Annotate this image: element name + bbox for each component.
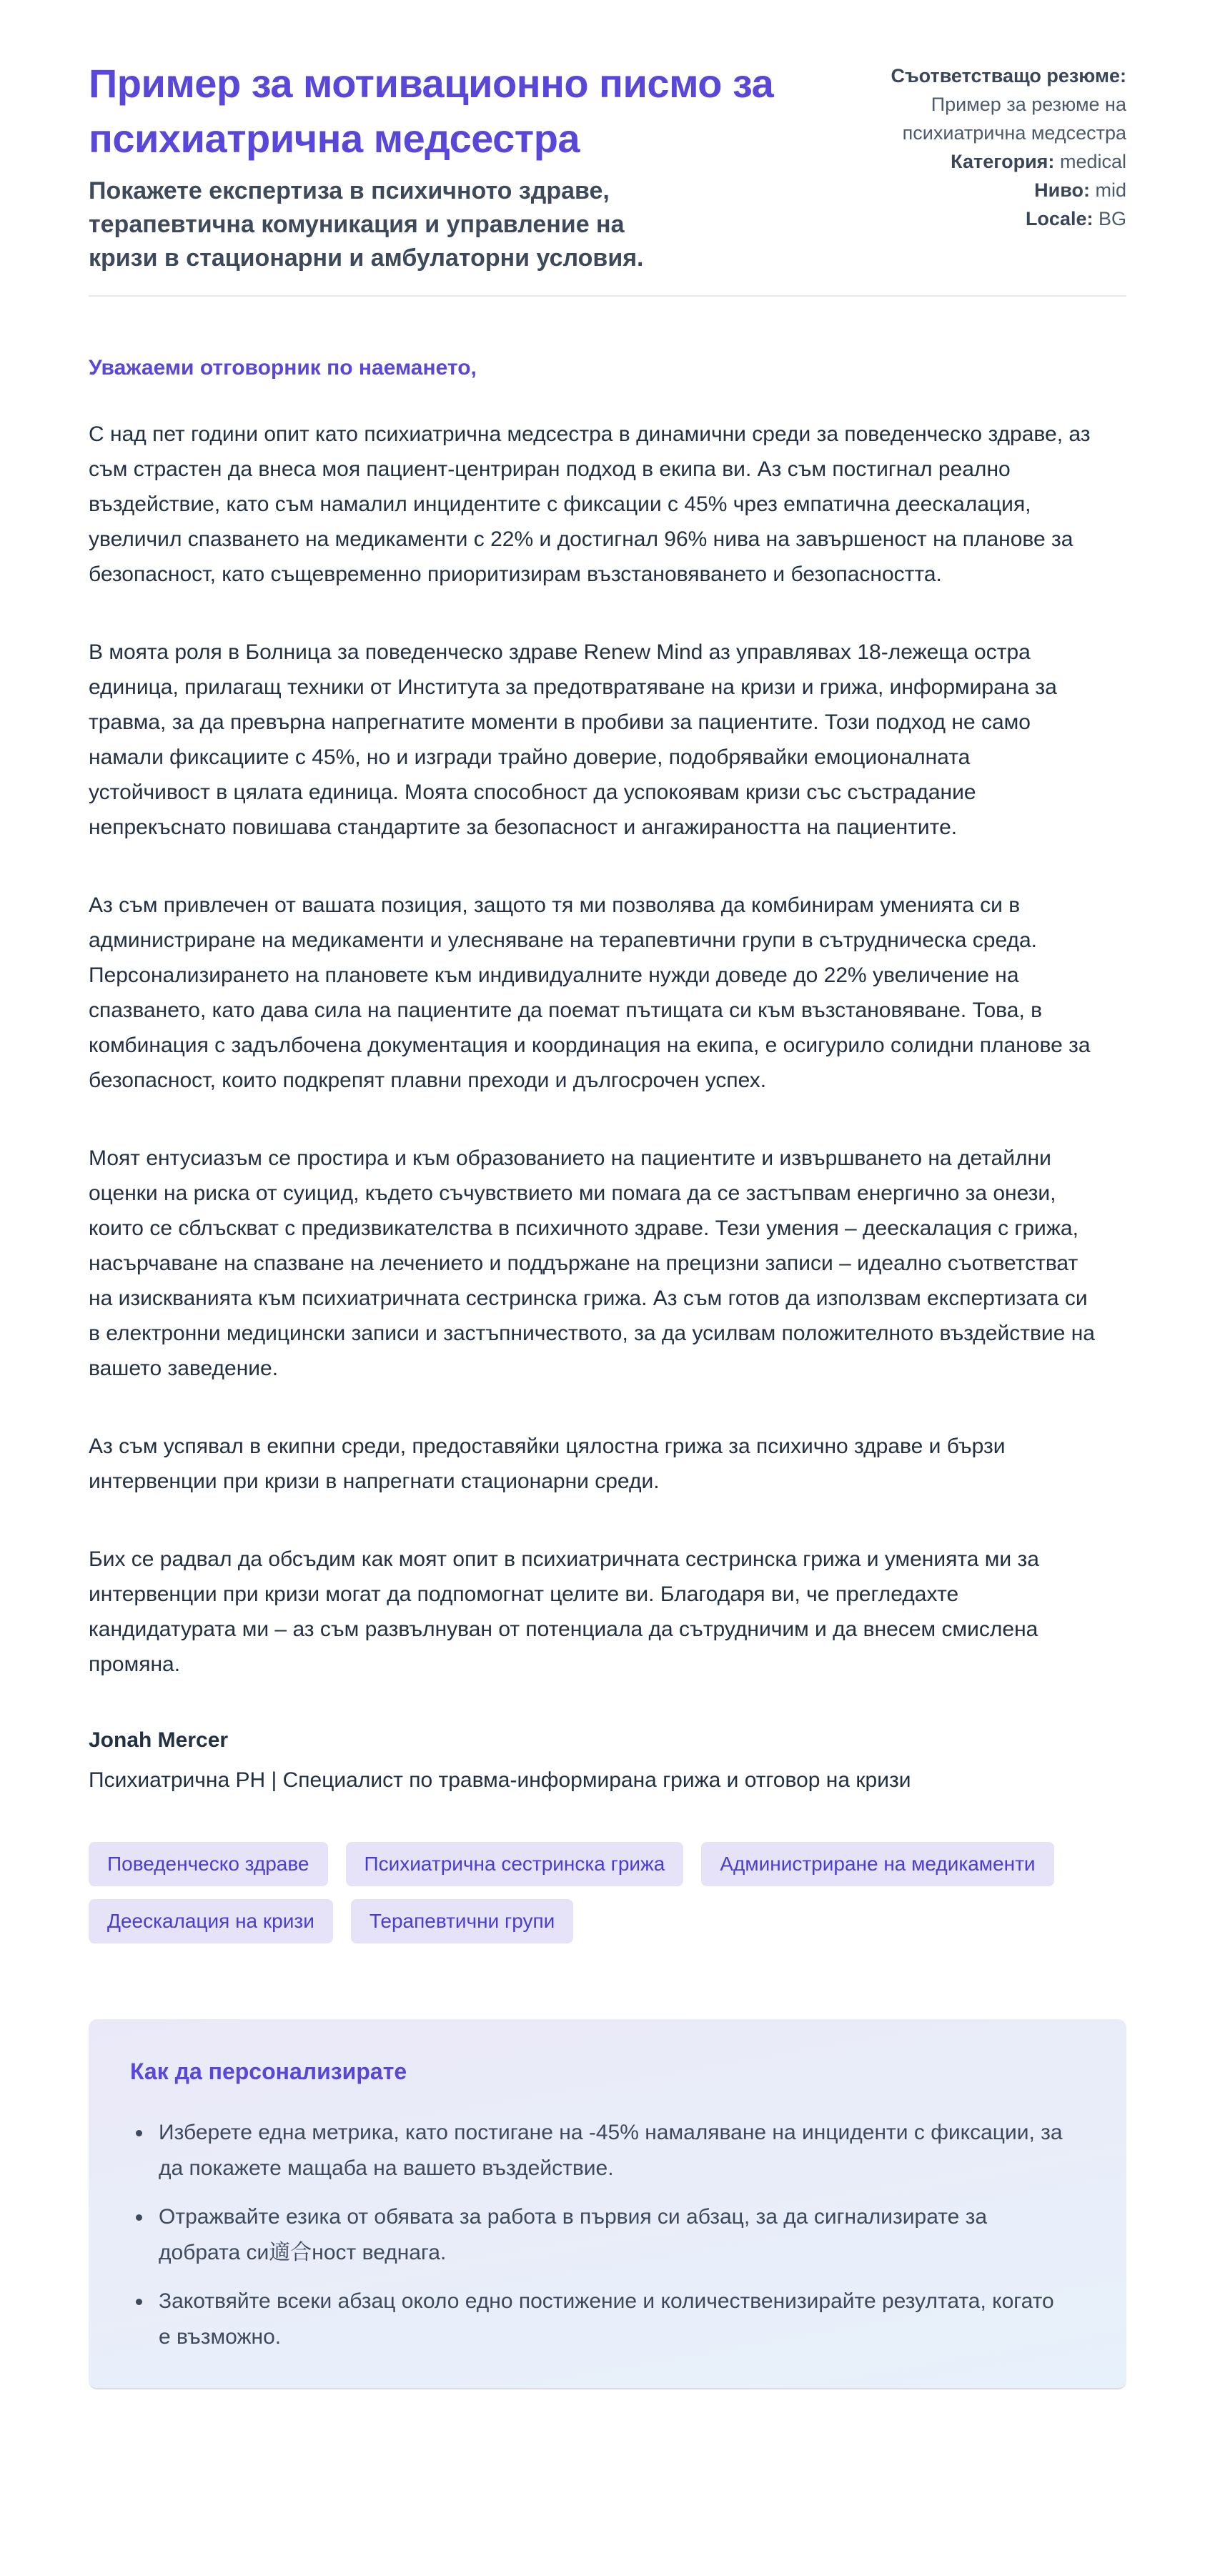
letter-paragraph: Моят ентусиазъм се простира и към образованието на пациентите и извършването на детайлни оценки на риска от суицид, където съчувствието ми помага да се застъпвам енергично за онези, които се сблъскват с предизвикателства в психичното здраве. Тези умения – деескалация с грижа, насърчаване на спазване на лечението и поддържане на прецизни записи – идеално съответстват на изискванията към психиатричната сестринска грижа. Аз съм готов да използвам експертизата си в електронни медицински записи и застъпничеството, за да усилвам положителното въздействие на вашето заведение. [89, 1146, 1095, 1380]
skill-tag: Терапевтични групи [351, 1899, 573, 1943]
letter-paragraphs [89, 417, 1096, 1682]
content-container [89, 0, 1126, 2389]
meta-resume [889, 61, 1126, 147]
meta-locale-label: Locale: [1025, 208, 1094, 229]
meta-resume-label: Съответстващо резюме: [891, 65, 1126, 86]
meta-resume-value: Пример за резюме на психиатрична медсестра [902, 94, 1126, 144]
header-divider [89, 295, 1126, 297]
signature-title: Психиатрична РН | Специалист по травма-информирана грижа и отговор на кризи [89, 1768, 911, 1792]
meta-category-value: medical [1059, 151, 1126, 172]
page-title: Пример за мотивационно писмо за психиатрична медсестра [89, 61, 774, 161]
letter-body [89, 352, 1126, 2389]
skill-tag: Поведенческо здраве [89, 1842, 328, 1886]
meta-level [889, 176, 1126, 204]
tip-item: • Закотвяйте всеки абзац около едно постижение и количественизирайте резултата, когато е възможно. [153, 2284, 1068, 2355]
tips-title: Как да персонализирате [130, 2059, 407, 2084]
meta-panel [889, 56, 1126, 275]
meta-locale-value: BG [1098, 208, 1126, 229]
meta-level-value: mid [1095, 179, 1126, 201]
skill-tag: Администриране на медикаменти [701, 1842, 1053, 1886]
meta-level-label: Ниво: [1034, 179, 1090, 201]
tip-item: • Изберете една метрика, като постигане на -45% намаляване на инциденти с фиксации, за да покажете мащаба на вашето въздействие. [153, 2115, 1068, 2186]
letter-paragraph: В моята роля в Болница за поведенческо здраве Renew Mind аз управлявах 18-лежеща остра единица, прилагащ техники от Института за предотвратяване на кризи и грижа, информирана за травма, за да превърна напрегнатите моменти в пробиви за пациентите. Този подход не само намали фиксациите с 45%, но и изгради трайно доверие, подобрявайки емоционалната устойчивост в цялата единица. Моята способност да успокоявам кризи със състрадание непрекъснато повишава стандартите за безопасност и ангажираността на пациентите. [89, 640, 1057, 839]
signature-name: Jonah Mercer [89, 1728, 229, 1752]
meta-category-label: Категория: [951, 151, 1055, 172]
letter-paragraph: Аз съм привлечен от вашата позиция, защото тя ми позволява да комбинирам уменията си в администриране на медикаменти и улесняване на терапевтични групи в сътрудническа среда. Персонализирането на плановете към индивидуалните нужди доведе до 22% увеличение на спазването, като дава сила на пациентите да поемат пътищата си към възстановяване. Това, в комбинация с задълбочена документация и координация на екипа, е осигурило солидни планове за безопасност, които подкрепят плавни преходи и дългосрочен успех. [89, 893, 1091, 1092]
letter-paragraph: Аз съм успявал в екипни среди, предоставяйки цялостна грижа за психично здраве и бързи интервенции при кризи в напрегнати стационарни среди. [89, 1435, 1006, 1493]
tips-box [89, 2019, 1126, 2389]
tips-list [130, 2115, 1085, 2355]
letter-paragraph: Бих се радвал да обсъдим как моят опит в психиатричната сестринска грижа и уменията ми за интервенции при кризи могат да подпомогнат целите ви. Благодаря ви, че прегледахте кандидатурата ми – аз съм развълнуван от потенциала да сътрудничим и да внесем смислена промяна. [89, 1547, 1039, 1676]
skill-tag: Деескалация на кризи [89, 1899, 333, 1943]
letter-paragraph: С над пет години опит като психиатрична медсестра в динамични среди за поведенческо здраве, аз съм страстен да внеса моя пациент-центриран подход в екипа ви. Аз съм постигнал реално въздействие, като съм намалил инцидентите с фиксации с 45% чрез емпатична деескалация, увеличил спазването на медикаменти с 22% и достигнал 96% нива на завършеност на планове за безопасност, като същевременно приоритизирам възстановяването и безопасността. [89, 422, 1091, 586]
meta-category [889, 147, 1126, 176]
tip-item: • Отражвайте езика от обявата за работа в първия си абзац, за да сигнализирате за добрата си適合ност веднага. [153, 2199, 1068, 2271]
header [89, 0, 1126, 275]
letter-greeting: Уважаеми отговорник по наемането, [89, 356, 477, 380]
skill-tag: Психиатрична сестринска грижа [346, 1842, 684, 1886]
page-subtitle: Покажете експертиза в психичното здраве, терапевтична комуникация и управление на кризи в стационарни и амбулаторни условия. [89, 177, 644, 272]
skill-tags [89, 1842, 1126, 1943]
meta-locale [889, 204, 1126, 233]
header-left [89, 56, 875, 275]
